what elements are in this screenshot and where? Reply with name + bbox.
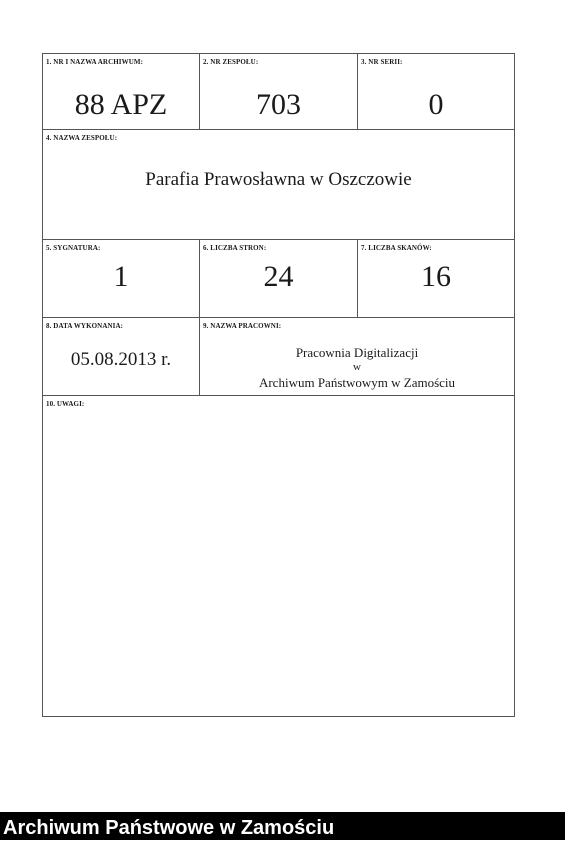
execution-date-value: 05.08.2013 r.	[70, 349, 172, 370]
fonds-number-value: 703	[256, 88, 301, 121]
archive-label: 1. NR I NAZWA ARCHIWUM:	[46, 58, 143, 66]
fonds-name-label: 4. NAZWA ZESPOŁU:	[46, 134, 118, 142]
workshop-label: 9. NAZWA PRACOWNI:	[203, 322, 282, 330]
execution-date-label: 8. DATA WYKONANIA:	[46, 322, 124, 330]
fonds-name-value: Parafia Prawosławna w Oszczowie	[145, 169, 412, 190]
page-count-cell	[200, 240, 358, 318]
notes-label: 10. UWAGI:	[46, 400, 85, 408]
workshop-cell	[200, 318, 514, 396]
scan-count-cell	[358, 240, 514, 318]
scan-count-value: 16	[421, 260, 451, 293]
notes-cell	[43, 396, 514, 716]
footer-banner	[0, 812, 565, 840]
workshop-line-2: w	[353, 361, 361, 373]
workshop-line-3: Archiwum Państwowym w Zamościu	[258, 375, 456, 390]
fonds-number-label: 2. NR ZESPOŁU:	[203, 58, 259, 66]
signature-cell	[43, 240, 200, 318]
footer-text: Archiwum Państwowe w Zamościu	[3, 817, 335, 839]
archive-cell	[43, 54, 200, 130]
metadata-form	[42, 53, 515, 717]
execution-date-cell	[43, 318, 200, 396]
page-count-value: 24	[263, 260, 294, 293]
series-number-value: 0	[428, 88, 444, 121]
workshop-line-1: Pracownia Digitalizacji	[295, 345, 419, 360]
fonds-number-cell	[200, 54, 358, 130]
series-number-label: 3. NR SERII:	[361, 58, 403, 66]
archive-value: 88 APZ	[74, 88, 168, 121]
series-number-cell	[358, 54, 514, 130]
fonds-name-cell	[43, 130, 514, 240]
signature-label: 5. SYGNATURA:	[46, 244, 101, 252]
signature-value: 1	[113, 260, 129, 293]
page-count-label: 6. LICZBA STRON:	[203, 244, 267, 252]
scan-count-label: 7. LICZBA SKANÓW:	[361, 244, 432, 252]
